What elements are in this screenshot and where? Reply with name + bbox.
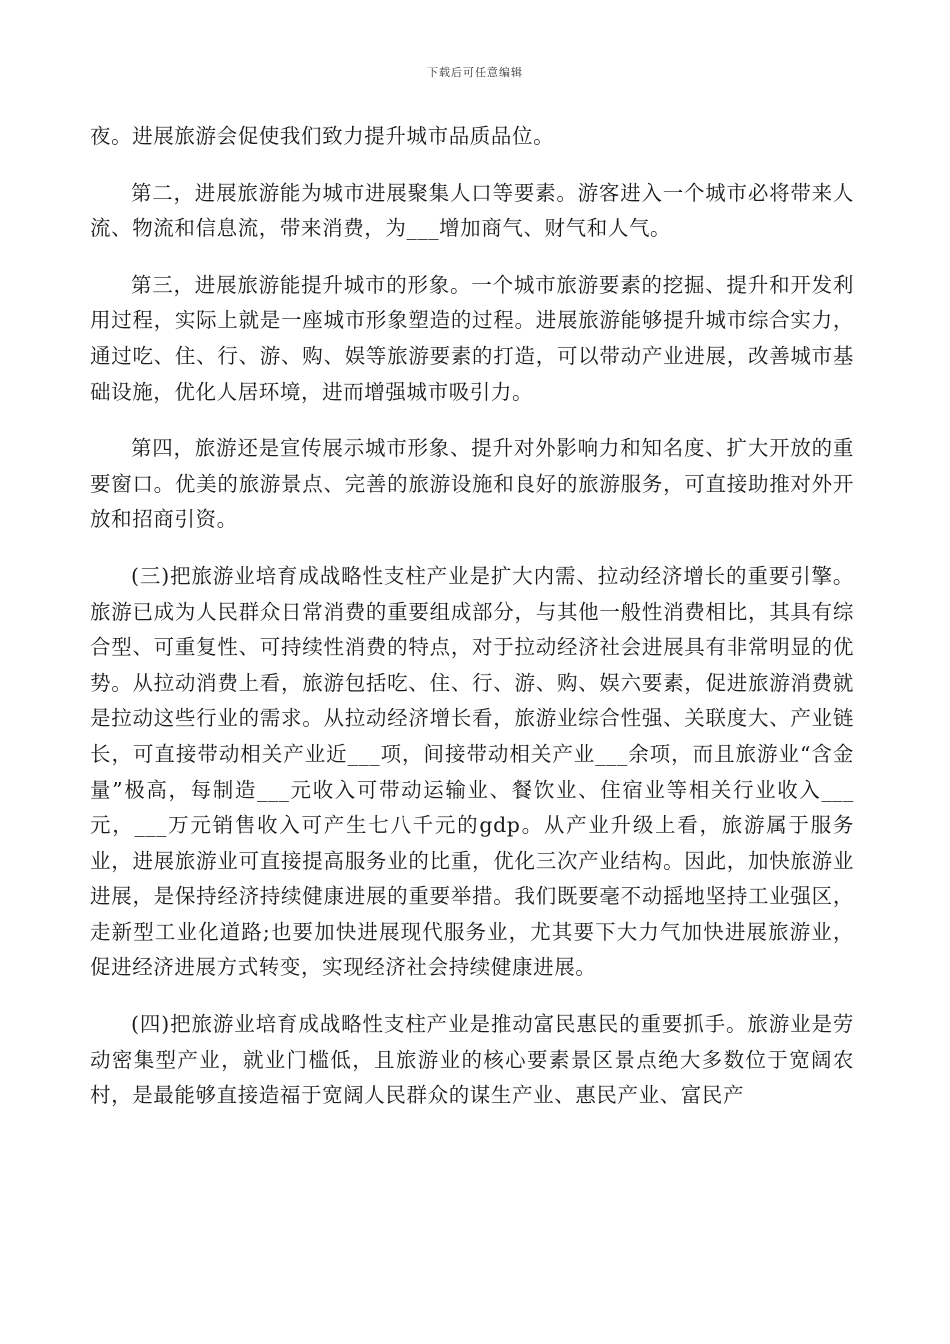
paragraph: 第三，进展旅游能提升城市的形象。一个城市旅游要素的挖掘、提升和开发利用过程，实际上就是一座城市形象塑造的过程。进展旅游能够提升城市综合实力，通过吃、住、行、游、购、娱等旅游要素的打造，可以带动产业进展，改善城市基础设施，优化人居环境，进而增强城市吸引力。 — [90, 272, 854, 404]
paragraph: 第四，旅游还是宣传展示城市形象、提升对外影响力和知名度、扩大开放的重要窗口。优美的旅游景点、完善的旅游设施和良好的旅游服务，可直接助推对外开放和招商引资。 — [90, 436, 854, 532]
paragraph: 夜。进展旅游会促使我们致力提升城市品质品位。 — [90, 124, 555, 148]
paragraph: (四)把旅游业培育成战略性支柱产业是推动富民惠民的重要抓手。旅游业是劳动密集型产业，就业门槛低，且旅游业的核心要素景区景点绝大多数位于宽阔农村，是最能够直接造福于宽阔人民群众的谋生产业、惠民产业、富民产 — [90, 1012, 854, 1108]
paragraph: 第二，进展旅游能为城市进展聚集人口等要素。游客进入一个城市必将带来人流、物流和信息流，带来消费，为___增加商气、财气和人气。 — [90, 180, 854, 241]
paragraph: (三)把旅游业培育成战略性支柱产业是扩大内需、拉动经济增长的重要引擎。旅游已成为人民群众日常消费的重要组成部分，与其他一般性消费相比，其具有综合型、可重复性、可持续性消费的特点，对于拉动经济社会进展具有非常明显的优势。从拉动消费上看，旅游包括吃、住、行、游、购、娱六要素，促进旅游消费就是拉动这些行业的需求。从拉动经济增长看，旅游业综合性强、关联度大、产业链长，可直接带动相关产业近___项，间接带动相关产业___余项，而且旅游业“含金量”极高，每制造___元收入可带动运输业、餐饮业、住宿业等相关行业收入___元，___万元销售收入可产生七八千元的gdp。从产业升级上看，旅游属于服务业，进展旅游业可直接提高服务业的比重，优化三次产业结构。因此，加快旅游业进展，是保持经济持续健康进展的重要举措。我们既要毫不动摇地坚持工业强区，走新型工业化道路;也要加快进展现代服务业，尤其要下大力气加快进展旅游业，促进经济进展方式转变，实现经济社会持续健康进展。 — [90, 563, 854, 980]
page-header: 下载后可任意编辑 — [427, 66, 523, 79]
document-body — [90, 119, 854, 1135]
